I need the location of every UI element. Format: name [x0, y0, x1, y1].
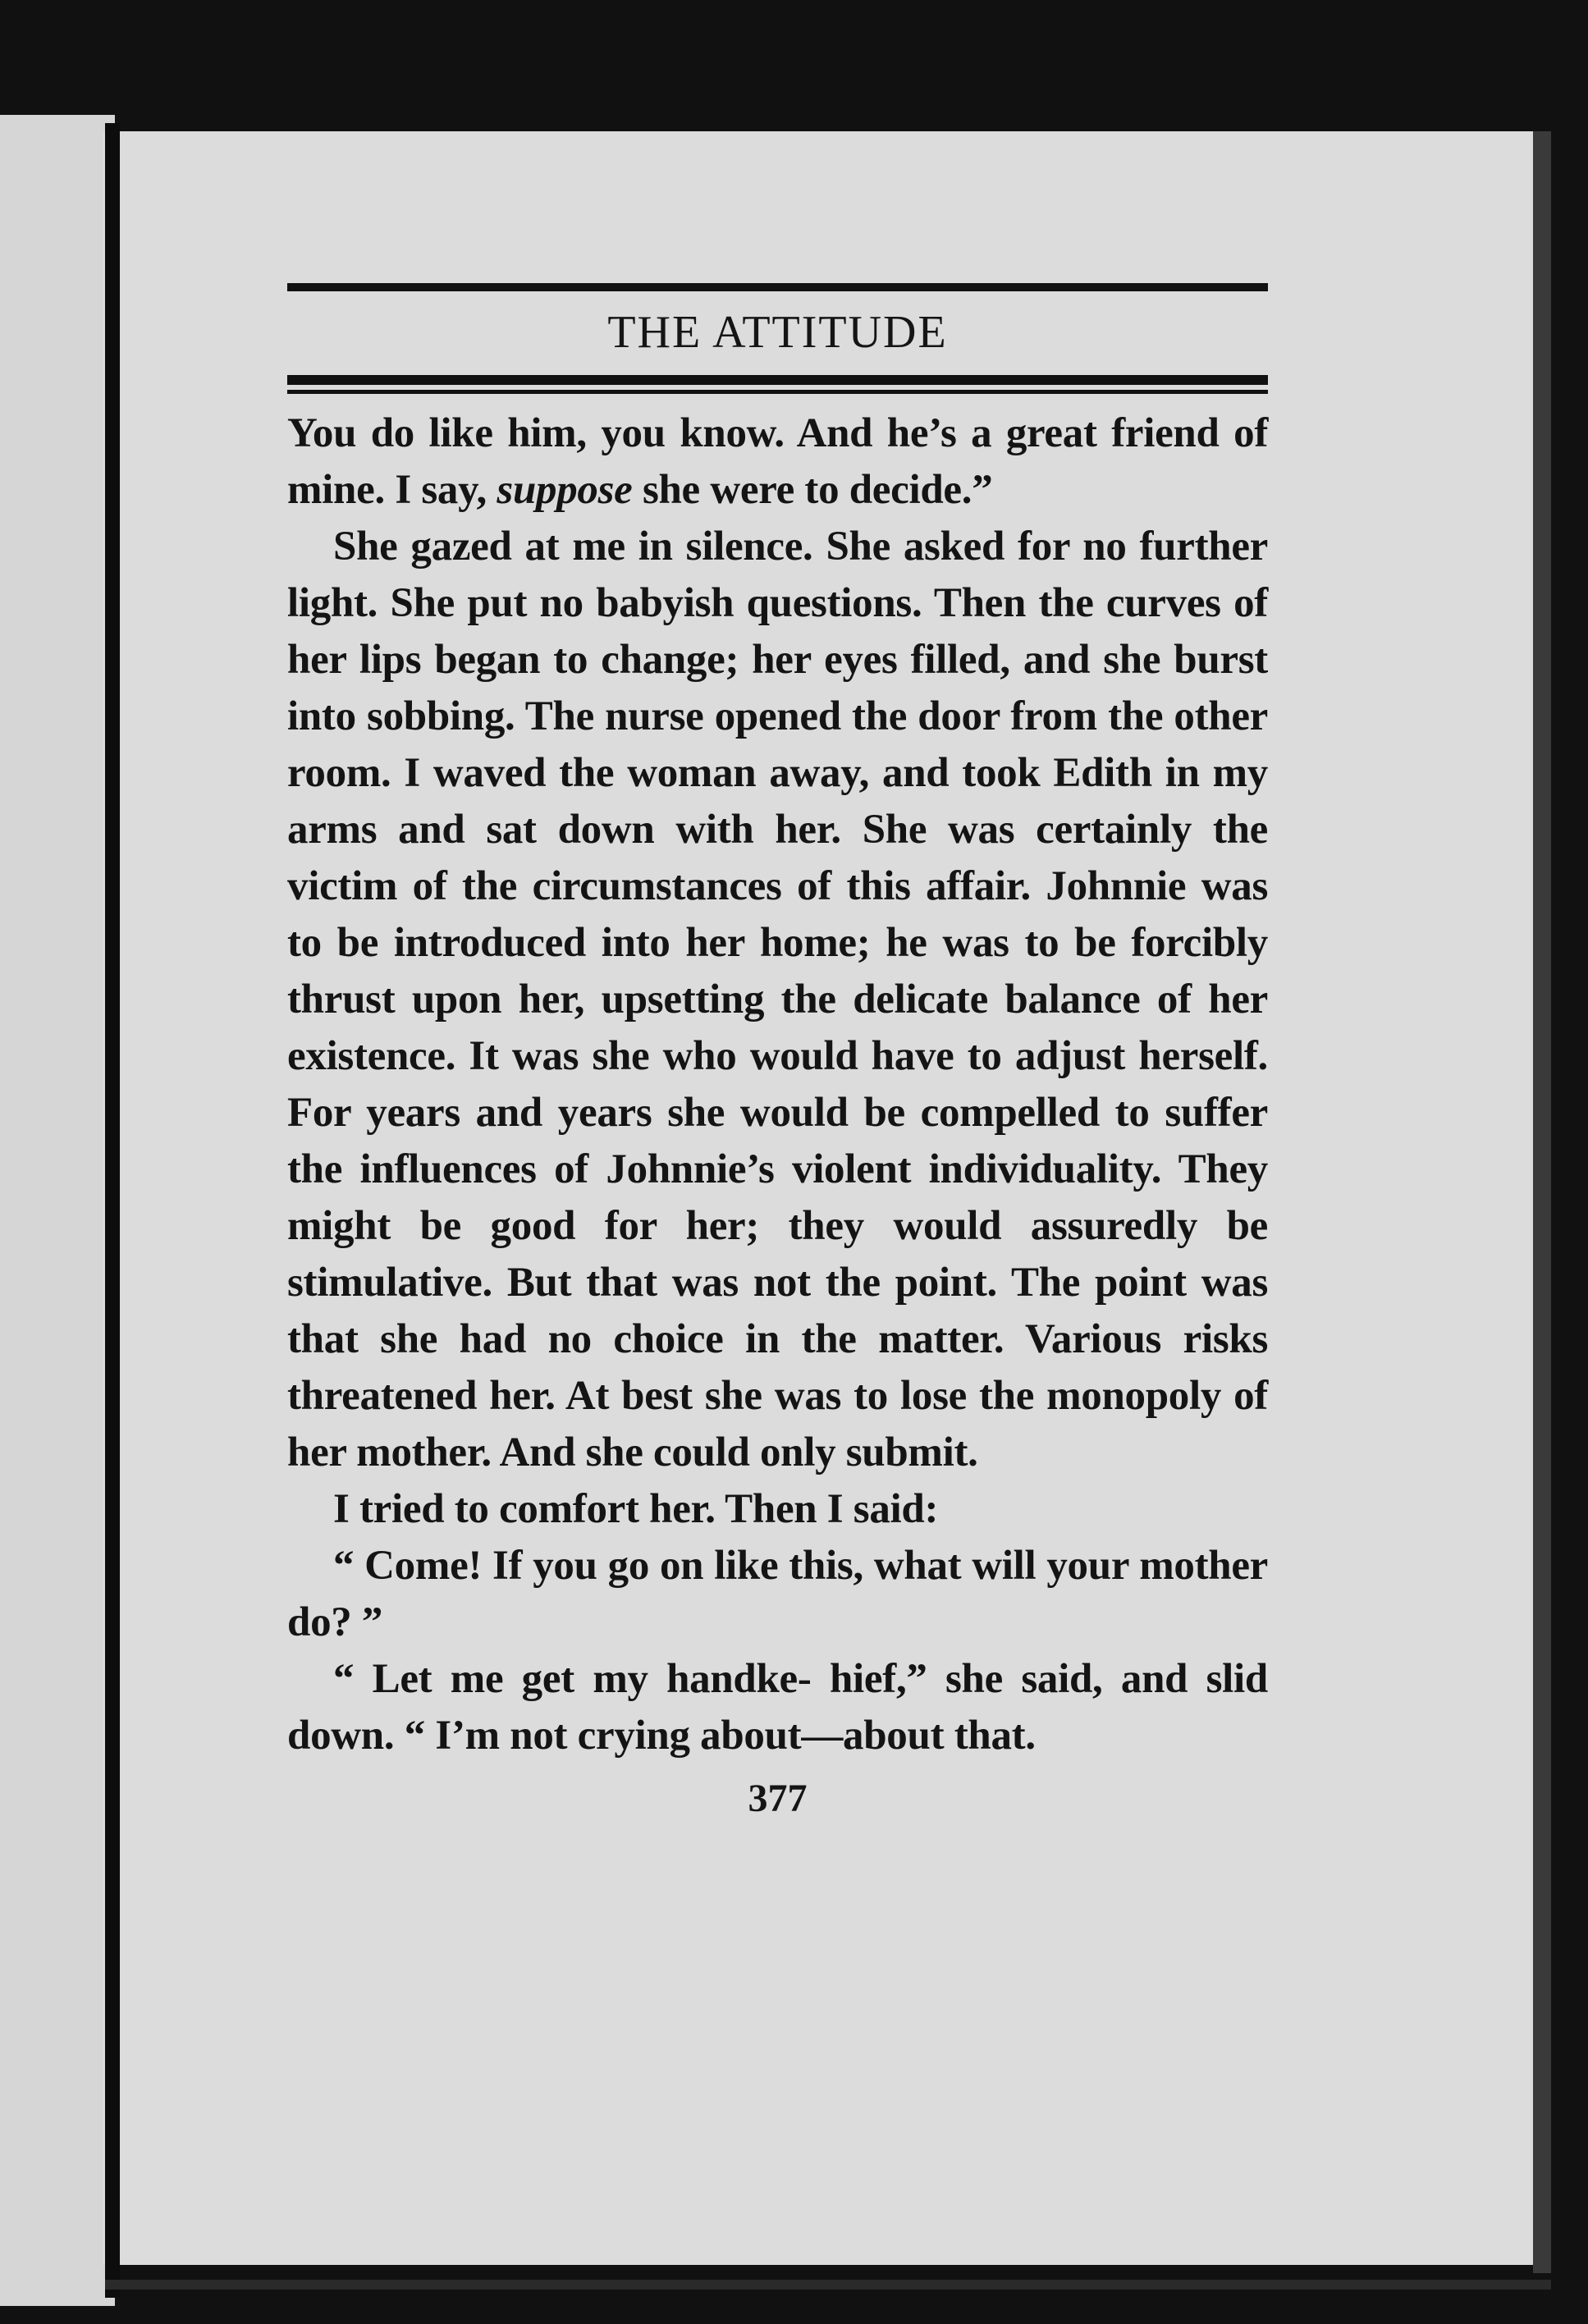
page-content [287, 283, 1268, 1821]
page-number: 377 [748, 1777, 808, 1820]
header-rule-thin [287, 390, 1268, 394]
emphasis: suppose [497, 467, 633, 513]
paragraph: “ Let me get my handke- hief,” she said, and slid down. “ I’m not crying about—about that. [287, 1656, 1268, 1759]
facing-page-edge [0, 115, 115, 2306]
header-rule-top [287, 283, 1268, 291]
body-text [287, 405, 1268, 1764]
page-bottom-edge [105, 2280, 1551, 2290]
paragraph: She gazed at me in silence. She asked for no further light. She put no babyish questions. Then the curves of her lips began to change; her eyes filled, and she burst into sobbing. The nurse opened the door from the other room. I waved the woman away, and took Edith in my arms and sat down with her. She was certainly the victim of the circumstances of this affair. Johnnie was to be introduced into her home; he was to be forcibly thrust upon her, upsetting the delicate balance of her existence. It was she who would have to adjust herself. For years and years she would be compelled to suffer the influences of Johnnie’s violent individuality. They might be good for her; they would assuredly be stimulative. But that was not the point. The point was that she had no choice in the matter. Various risks threatened her. At best she was to lose the monopoly of her mother. And she could only submit. [287, 524, 1268, 1475]
paragraph: “ Come! If you go on like this, what will your mother do? ” [287, 1543, 1268, 1645]
binding-gutter [105, 123, 120, 2298]
paragraph: You do like him, you know. And he’s a great friend of mine. I say, suppose she were to decide.” [287, 410, 1268, 513]
header-rule-thick [287, 375, 1268, 385]
running-title: THE ATTITUDE [607, 307, 948, 358]
page-right-edge [1533, 131, 1551, 2273]
paragraph: I tried to comfort her. Then I said: [333, 1486, 939, 1532]
